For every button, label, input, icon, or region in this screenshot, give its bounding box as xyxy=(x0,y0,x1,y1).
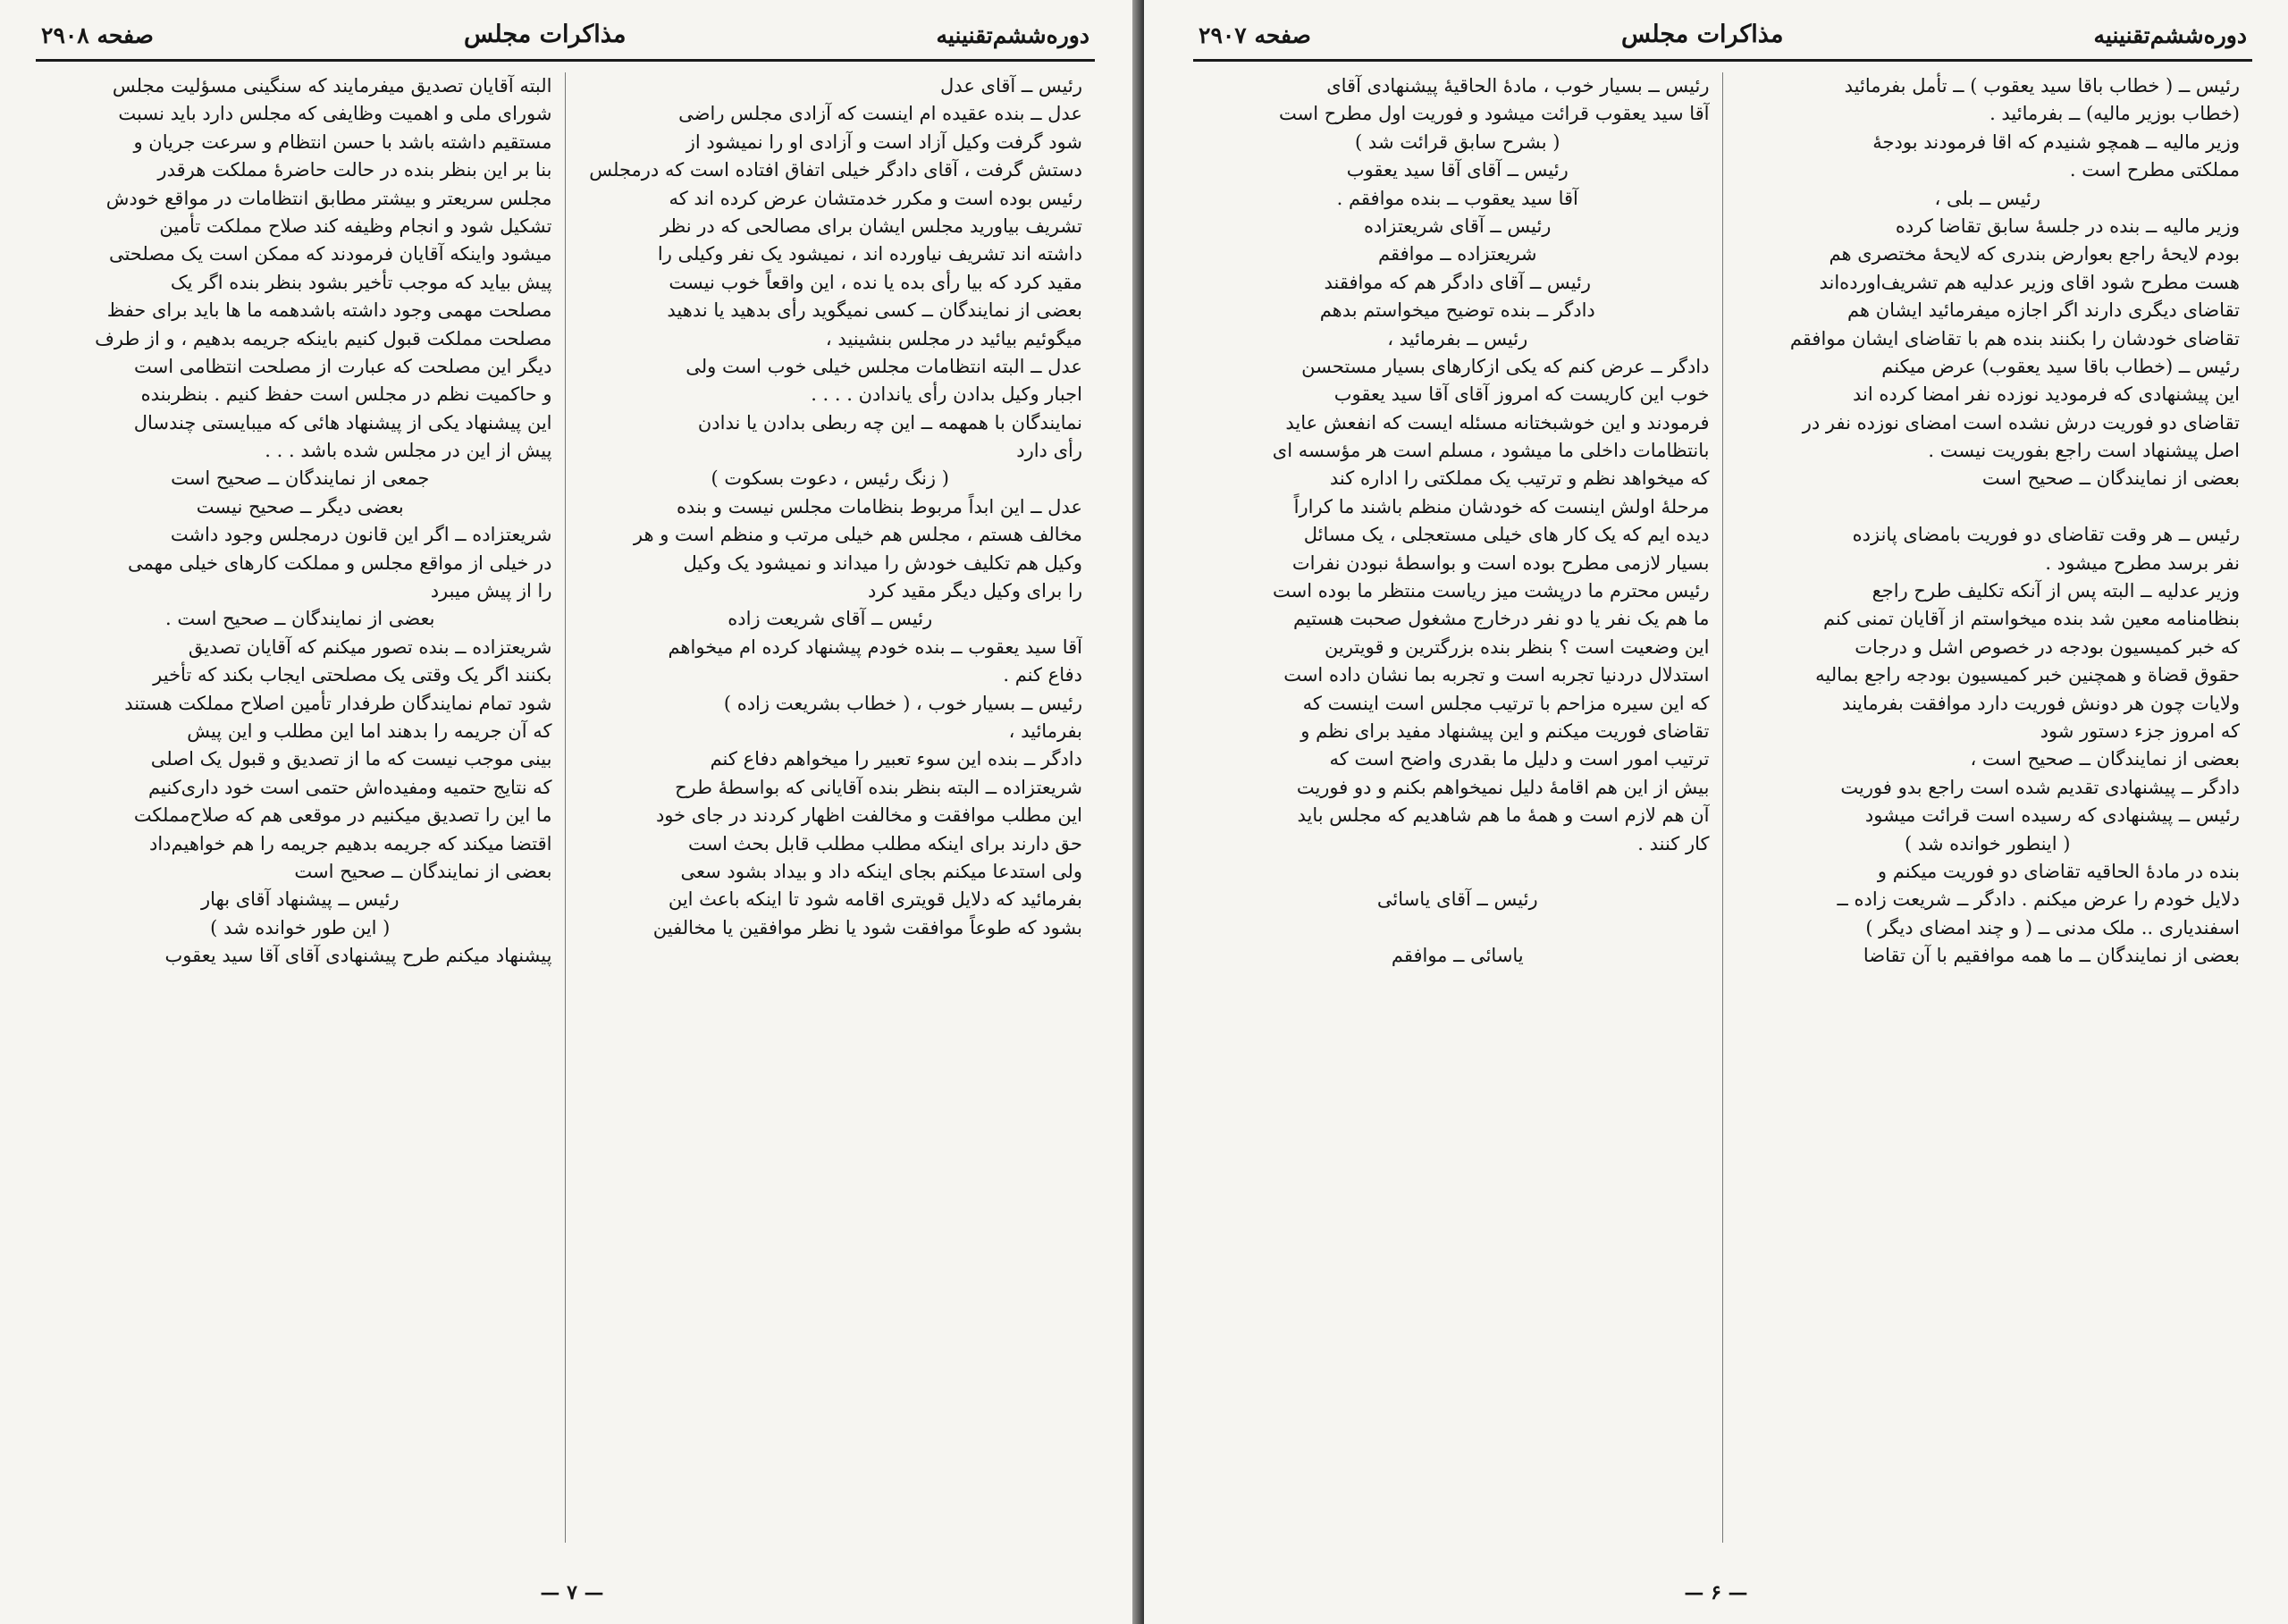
text-line: کار کنند . xyxy=(1637,832,1710,854)
text-line: (خطاب بوزیر مالیه) ــ بفرمائید . xyxy=(1989,103,2240,125)
text-line: مملکتی مطرح است . xyxy=(2069,159,2240,181)
text-line: رئیس ــ آقای عدل xyxy=(940,75,1082,97)
text-line: رئیس ــ آقای دادگر هم که موافقند xyxy=(1324,271,1592,293)
text-line: رئیس ــ بسیار خوب ، ( خطاب بشریعت زاده ) xyxy=(723,692,1082,714)
text-line: بسیار لازمی مطرح بوده است و بواسطهٔ نبودن نفرات xyxy=(1291,551,1710,574)
text-line: را از پیش میبرد xyxy=(430,580,552,602)
header-rule xyxy=(1193,59,2252,62)
text-line: دادگر ــ پیشنهادی تقدیم شده است راجع بدو فوریت xyxy=(1840,776,2240,798)
column-left xyxy=(1193,72,1723,1543)
text-line: عدل ــ بنده عقیده ام اینست که آزادی مجلس راضی xyxy=(678,103,1082,125)
text-line: بشود که طوعاً موافقت شود یا نظر موافقین یا مخالفین xyxy=(652,916,1082,938)
page-2907 xyxy=(1144,0,2288,1624)
text-line: البته آقایان تصدیق میفرمایند که سنگینی مسؤلیت مجلس xyxy=(112,75,552,97)
text-line: شریعتزاده ــ بنده تصور میکنم که آقایان تصدیق xyxy=(188,635,552,658)
text-line: نفر برسد مطرح میشود . xyxy=(2045,551,2240,574)
text-line: وزیر مالیه ــ بنده در جلسهٔ سابق تقاضا کرده xyxy=(1895,215,2240,237)
text-line: شود گرفت وکیل آزاد است و آزادی او را نمیشود از xyxy=(686,130,1082,153)
header-rule xyxy=(36,59,1095,62)
text-line: ما این را تصدیق میکنیم در موقعی هم که صلاح‌مملکت xyxy=(133,804,552,827)
text-line: آن هم لازم است و همهٔ ما هم شاهدیم که مجلس باید xyxy=(1297,804,1710,827)
text-line: ولی استدعا میکنم بجای اینکه داد و بیداد بشود سعی xyxy=(680,860,1082,882)
text-line: رئیس بوده است و مکرر خدمتشان عرض کرده اند که xyxy=(669,187,1082,209)
text-line: اجبار وکیل بدادن رأی یاندادن . . . . xyxy=(811,383,1082,406)
session-title: دوره‌ششم‌تقنینیه xyxy=(2093,22,2247,48)
text-line: بعضی دیگر ــ صحیح نیست xyxy=(196,495,404,517)
text-line: بانتظامات داخلی ما میشود ، مسلم است هر مؤسسه ای xyxy=(1272,440,1710,462)
page-header xyxy=(36,0,1095,55)
text-line xyxy=(1206,914,1710,942)
text-line: بنظامنامه معین شد بنده میخواستم از آقایان تمنی کنم xyxy=(1822,608,2240,630)
text-line: ما هم یک نفر یا دو نفر درخارج مشغول صحبت هستیم xyxy=(1292,608,1710,630)
text-line: حق دارند برای اینکه مطلب مطلب قابل بحث است xyxy=(687,832,1082,854)
column-right xyxy=(566,72,1096,1543)
text-line xyxy=(1736,493,2241,521)
text-line: بکنند اگر یک وقتی یک مصلحتی ایجاب بکند که تأخیر xyxy=(153,664,552,686)
text-line: که این سیره مزاحم با ترتیب مجلس است اینست که xyxy=(1302,692,1710,714)
text-line: رئیس ــ بلی ، xyxy=(1934,187,2040,209)
text-line: پیش از این در مجلس شده باشد . . . xyxy=(265,440,552,462)
text-line: این وضعیت است ؟ بنظر بنده بزرگترین و قویترین xyxy=(1325,635,1710,658)
text-line: که امروز جزء دستور شود xyxy=(2040,719,2240,742)
text-line: مقید کرد که بیا رأی بده یا نده ، این واقعاً خوب نیست xyxy=(669,271,1082,293)
text-line: مصلحت مملکت قبول کنیم باینکه جریمه بدهیم ، و از طرف xyxy=(95,327,552,349)
text-line: این پیشنهادی که فرمودید نوزده نفر امضا کرده اند xyxy=(1853,383,2240,406)
text-line: وزیر عدلیه ــ البته پس از آنکه تکلیف طرح راجع xyxy=(1872,580,2240,602)
text-line: تشکیل شود و انجام وظیفه کند صلاح مملکت تأمین xyxy=(159,215,552,237)
text-line: رئیس ــ پیشنهاد آقای بهار xyxy=(200,888,400,911)
text-line: دستش گرفت ، آقای دادگر خیلی اتفاق افتاده است که درمجلس xyxy=(589,159,1082,181)
text-line: عدل ــ این ابداً مربوط بنظامات مجلس نیست و بنده xyxy=(677,495,1082,517)
text-line: بعضی از نمایندگان ــ صحیح است xyxy=(294,860,552,882)
text-line: که آن جریمه را بدهند اما این مطلب و این پیش xyxy=(187,719,552,742)
text-line: که نتایج حتمیه ومفیده‌اش حتمی است خود داری‌کنیم xyxy=(148,776,552,798)
text-line: اسفندیاری .. ملک مدنی ــ ( و چند امضای دیگر ) xyxy=(1865,916,2240,938)
text-line: رئیس ــ آقای شریعت زاده xyxy=(728,608,933,630)
text-line: مجلس سریعتر و بیشتر مطابق انتظامات در مواقع خودش xyxy=(105,187,552,209)
text-line: تقاضای خودشان را بکنند بنده هم با تقاضای ایشان موافقم xyxy=(1789,327,2240,349)
text-line: رئیس ــ پیشنهادی که رسیده است قرائت میشود xyxy=(1864,804,2240,827)
text-line: ( زنگ رئیس ، دعوت بسکوت ) xyxy=(711,467,949,490)
text-line: که میخواهد نظم و ترتیب یک مملکتی را اداره کند xyxy=(1329,467,1710,490)
text-line: شریعتزاده ــ اگر این قانون درمجلس وجود داشت xyxy=(170,524,552,546)
book-gutter xyxy=(1132,0,1144,1624)
text-line: دادگر ــ بنده توضیح میخواستم بدهم xyxy=(1319,299,1595,322)
page-number: صفحه ۲۹۰۸ xyxy=(41,22,154,48)
text-line: بعضی از نمایندگان ــ ما همه موافقیم با آن تقاضا xyxy=(1863,945,2240,967)
text-line: این مطلب موافقت و مخالفت اظهار کردند در جای خود xyxy=(655,804,1082,827)
text-line: بینی موجب نیست که ما از تصدیق و قبول یک اصلی xyxy=(150,748,552,770)
text-line: وزیر مالیه ــ همچو شنیدم که اقا فرمودند بودجهٔ xyxy=(1872,130,2240,153)
text-line: بعضی از نمایندگان ــ صحیح است xyxy=(1981,467,2240,490)
text-line: رأی دارد xyxy=(1016,440,1082,462)
text-line: مصلحت مهمی وجود داشته باشدهمه ما ها باید برای حفظ xyxy=(106,299,552,322)
text-line: تشریف بیاورید مجلس ایشان برای مصالحی که در نظر xyxy=(660,215,1082,237)
text-line: رئیس ــ آقای شریعتزاده xyxy=(1364,215,1552,237)
text-line: ترتیب امور است و دلیل ما بقدری واضح است که xyxy=(1329,748,1710,770)
journal-title: مذاکرات مجلس xyxy=(1620,21,1784,48)
text-line: خوب این کاریست که امروز آقای آقا سید یعقوب xyxy=(1333,383,1710,406)
text-line: میگوئیم بیائید در مجلس بنشینید ، xyxy=(825,327,1082,349)
text-line: دیده ایم که یک کار های خیلی مستعجلی ، یک مسائل xyxy=(1303,524,1710,546)
text-line: فرمودند و این خوشبختانه مسئله ایست که انفعش عاید xyxy=(1285,411,1710,433)
text-line: در خیلی از مواقع مجلس و مملکت کارهای خیلی مهمی xyxy=(128,551,552,574)
text-line: آقا سید یعقوب ــ بنده خودم پیشنهاد کرده ام میخواهم xyxy=(668,635,1082,658)
text-line: شریعتزاده ــ موافقم xyxy=(1378,243,1537,265)
text-line: تقاضای فوریت میکنم و این پیشنهاد مفید برای نظم و xyxy=(1300,719,1710,742)
text-line: میشود واینکه آقایان فرمودند که ممکن است یک مصلحتی xyxy=(108,243,552,265)
text-line: بعضی از نمایندگان ــ صحیح است . xyxy=(165,608,435,630)
text-line: رئیس ــ (خطاب باقا سید یعقوب) عرض میکنم xyxy=(1881,355,2240,377)
text-line: اصل پیشنهاد است راجع بفوریت نیست . xyxy=(1928,440,2240,462)
text-line: عدل ــ البته انتظامات مجلس خیلی خوب است ولی xyxy=(686,355,1082,377)
journal-title: مذاکرات مجلس xyxy=(463,21,627,48)
text-line: یاسائی ــ موافقم xyxy=(1391,945,1524,967)
page-footer-number: — ۷ — xyxy=(540,1581,604,1604)
text-line: رئیس ــ ( خطاب باقا سید یعقوب ) ــ تأمل بفرمائید xyxy=(1844,75,2240,97)
text-line: تقاضای دو فوریت درش نشده است امضای نوزده نفر در xyxy=(1802,411,2240,433)
text-line: مستقیم داشته باشد با حسن انتظام و سرعت جریان و xyxy=(133,130,552,153)
text-line: مخالف هستم ، مجلس هم خیلی مرتب و منظم است و هر xyxy=(633,524,1082,546)
text-line: دلایل خودم را عرض میکنم . دادگر ــ شریعت زاده ــ xyxy=(1837,888,2240,911)
text-line: بعضی از نمایندگان ــ صحیح است ، xyxy=(1970,748,2240,770)
text-line: بنا بر این بنظر بنده در حالت حاضرهٔ مملکت هرقدر xyxy=(157,159,552,181)
text-line: شود تمام نمایندگان طرفدار تأمین اصلاح مملکت هستند xyxy=(124,692,552,714)
text-line: را برای وکیل دیگر مقید کرد xyxy=(868,580,1082,602)
text-line: آقا سید یعقوب ــ بنده موافقم . xyxy=(1336,187,1578,209)
text-line: رئیس ــ بسیار خوب ، مادهٔ الحاقیهٔ پیشنهادی آقای xyxy=(1326,75,1710,97)
page-header xyxy=(1193,0,2252,55)
text-line: و حاکمیت نظم در مجلس است حفظ کنیم . بنظربنده xyxy=(140,383,552,406)
text-line: جمعی از نمایندگان ــ صحیح است xyxy=(171,467,430,490)
text-line: وکیل هم تکلیف خودش را میداند و نمیشود یک وکیل xyxy=(683,551,1082,574)
text-line: شریعتزاده ــ البته بنظر بنده آقایانی که بواسطهٔ طرح xyxy=(675,776,1082,798)
text-line: دفاع کنم . xyxy=(1003,664,1082,686)
text-line: شورای ملی و اهمیت وظایفی که مجلس دارد باید نسبت xyxy=(118,103,552,125)
column-left xyxy=(36,72,566,1543)
text-line: بودم لایحهٔ راجع بعوارض بندری که لایحهٔ مختصری هم xyxy=(1829,243,2240,265)
text-line: اقتضا میکند که جریمه بدهیم جریمه را هم خواهیم‌داد xyxy=(148,832,552,854)
text-line: استدلال دردنیا تجربه است و تجربه بما نشان داده است xyxy=(1283,664,1710,686)
text-line: نمایندگان با همهمه ــ این چه ربطی بدادن یا ندادن xyxy=(697,411,1082,433)
text-line: رئیس ــ آقای آقا سید یعقوب xyxy=(1346,159,1569,181)
text-line: ( این طور خوانده شد ) xyxy=(210,916,391,938)
text-line: که خبر کمیسیون بودجه در خصوص اشل و درجات xyxy=(1855,635,2240,658)
text-line: بفرمائید ، xyxy=(1008,719,1082,742)
text-line: حقوق قضاة و همچنین خبر کمیسیون بودجه راجع بمالیه xyxy=(1815,664,2240,686)
text-line: ولایات چون هر دونش فوریت دارد موافقت بفرمایند xyxy=(1841,692,2240,714)
column-right xyxy=(1723,72,2253,1543)
text-line: بیش از این هم اقامهٔ دلیل نمیخواهم بکنم و دو فوریت xyxy=(1296,776,1710,798)
text-line: این پیشنهاد یکی از پیشنهاد هائی که میبایستی چندسال xyxy=(133,411,552,433)
session-title: دوره‌ششم‌تقنینیه xyxy=(936,22,1089,48)
text-line: دادگر ــ بنده این سوء تعبیر را میخواهم دفاع کنم xyxy=(710,748,1082,770)
text-columns xyxy=(36,72,1095,1543)
text-line: رئیس ــ هر وقت تقاضای دو فوریت بامضای پانزده xyxy=(1852,524,2240,546)
text-line: پیشنهاد میکنم طرح پیشنهادی آقای آقا سید یعقوب xyxy=(164,945,552,967)
text-line: ( اینطور خوانده شد ) xyxy=(1905,832,2071,854)
page-number: صفحه ۲۹۰۷ xyxy=(1199,22,1311,48)
text-line: بفرمائید که دلایل قویتری اقامه شود تا اینکه باعث این xyxy=(668,888,1082,911)
text-line: هست مطرح شود اقای وزیر عدلیه هم تشریف‌اورده‌اند xyxy=(1819,271,2240,293)
text-line: بعضی از نمایندگان ــ کسی نمیگوید رأی بدهید یا ندهید xyxy=(667,299,1082,322)
text-line: دیگر این مصلحت که عبارت از مصلحت انتظامی است xyxy=(134,355,552,377)
text-line: رئیس محترم ما درپشت میز ریاست منتظر ما بوده است xyxy=(1273,580,1710,602)
text-line: رئیس ــ آقای یاسائی xyxy=(1376,888,1538,911)
page-footer-number: — ۶ — xyxy=(1684,1581,1748,1604)
text-line: مرحلهٔ اولش اینست که خودشان منظم باشند ما کراراً xyxy=(1293,495,1710,517)
text-line: دادگر ــ عرض کنم که یکی ازکارهای بسیار مستحسن xyxy=(1301,355,1710,377)
text-line: پیش بیاید که موجب تأخیر بشود بنظر بنده اگر یک xyxy=(170,271,552,293)
text-line xyxy=(1206,858,1710,886)
text-line: رئیس ــ بفرمائید ، xyxy=(1387,327,1528,349)
text-line: ( بشرح سابق قرائت شد ) xyxy=(1355,130,1560,153)
text-line: داشته اند تشریف نیاورده اند ، نمیشود یک نفر وکیلی را xyxy=(657,243,1082,265)
text-line: آقا سید یعقوب قرائت میشود و فوریت اول مطرح است xyxy=(1278,103,1710,125)
text-line: بنده در مادهٔ الحاقیه تقاضای دو فوریت میکنم و xyxy=(1877,860,2240,882)
text-line: تقاضای دیگری دارند اگر اجازه میفرمائید ایشان هم xyxy=(1847,299,2240,322)
text-columns xyxy=(1193,72,2252,1543)
